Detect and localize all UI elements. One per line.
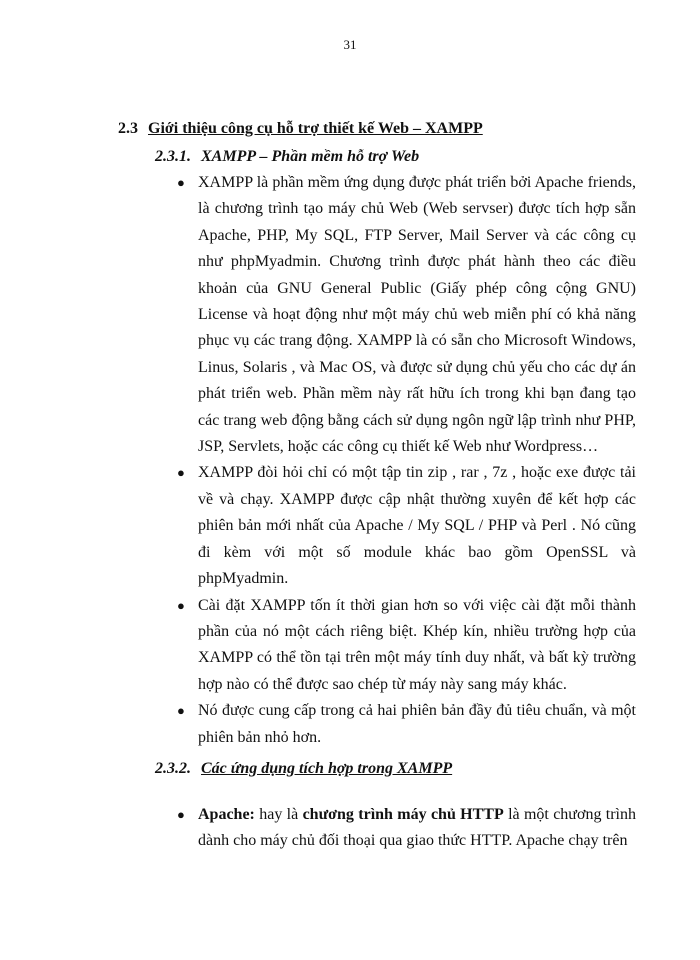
- bullet-icon: ●: [177, 465, 185, 481]
- section-title: Giới thiệu công cụ hỗ trợ thiết kế Web – XAMPP: [148, 120, 483, 137]
- subsection-heading-2: [155, 760, 452, 778]
- subsection-title: Các ứng dụng tích hợp trong XAMPP: [201, 760, 453, 777]
- section-number: 2.3: [118, 120, 138, 137]
- bullet-icon: ●: [177, 703, 185, 719]
- apache-text: hay là: [254, 806, 303, 823]
- apache-term: Apache:: [198, 806, 255, 823]
- page-number: 31: [343, 37, 357, 52]
- apache-text: là một chương trình dành cho máy chủ đối thoại qua giao thức HTTP. Apache chạy trên: [198, 806, 636, 850]
- list-item: [173, 802, 636, 855]
- list-item: [173, 170, 636, 460]
- subsection-number: 2.3.1.: [155, 148, 191, 165]
- list-item: [173, 698, 636, 751]
- subsection-number: 2.3.2.: [155, 760, 191, 777]
- bullet-list-xampp: [173, 170, 636, 751]
- bullet-text: Cài đặt XAMPP tốn ít thời gian hơn so với việc cài đặt mỗi thành phần của nó một cách riêng biệt. Khép kín, nhiều trường hợp của XAMPP có thể tồn tại trên một máy tính duy nhất, và bất kỳ trường hợp nào có thể được sao chép từ máy này sang máy khác.: [198, 596, 636, 693]
- bullet-icon: ●: [177, 175, 185, 190]
- bullet-icon: ●: [177, 597, 185, 613]
- subsection-heading-1: [155, 148, 419, 166]
- apache-bold-phrase: chương trình máy chủ HTTP: [302, 806, 504, 823]
- bullet-text: Nó được cung cấp trong cả hai phiên bản đầy đủ tiêu chuẩn, và một phiên bản nhỏ hơn.: [198, 702, 636, 746]
- bullet-text: XAMPP là phần mềm ứng dụng được phát triển bởi Apache friends, là chương trình tạo máy chủ Web (Web servser) được tích hợp sẵn Apache, PHP, My SQL, FTP Server, Mail Server và các công cụ như phpMyadmin. Chương trình được phát hành theo các điều khoản của GNU General Public (Giấy phép công cộng GNU) License và hoạt động như một máy chủ web miễn phí có khả năng phục vụ các trang động. XAMPP là có sẵn cho Microsoft Windows, Linus, Solaris , và Mac OS, và được sử dụng chủ yếu cho các dự án phát triển web. Phần mềm này rất hữu ích trong khi bạn đang tạo các trang web động bằng cách sử dụng ngôn ngữ lập trình như PHP, JSP, Servlets, hoặc các công cụ thiết kế Web như Wordpress…: [198, 174, 636, 456]
- bullet-text: XAMPP đòi hỏi chỉ có một tập tin zip , rar , 7z , hoặc exe được tải về và chạy. XAMPP được cập nhật thường xuyên để kết hợp các phiên bản mới nhất của Apache / My SQL / PHP và Perl . Nó cũng đi kèm với một số module khác bao gồm OpenSSL và phpMyadmin.: [198, 464, 636, 588]
- subsection-title: XAMPP – Phần mềm hỗ trợ Web: [201, 148, 420, 165]
- section-heading: [118, 120, 483, 138]
- list-item: [173, 460, 636, 592]
- bullet-list-apps: [173, 802, 636, 855]
- list-item: [173, 593, 636, 699]
- bullet-icon: ●: [177, 807, 185, 822]
